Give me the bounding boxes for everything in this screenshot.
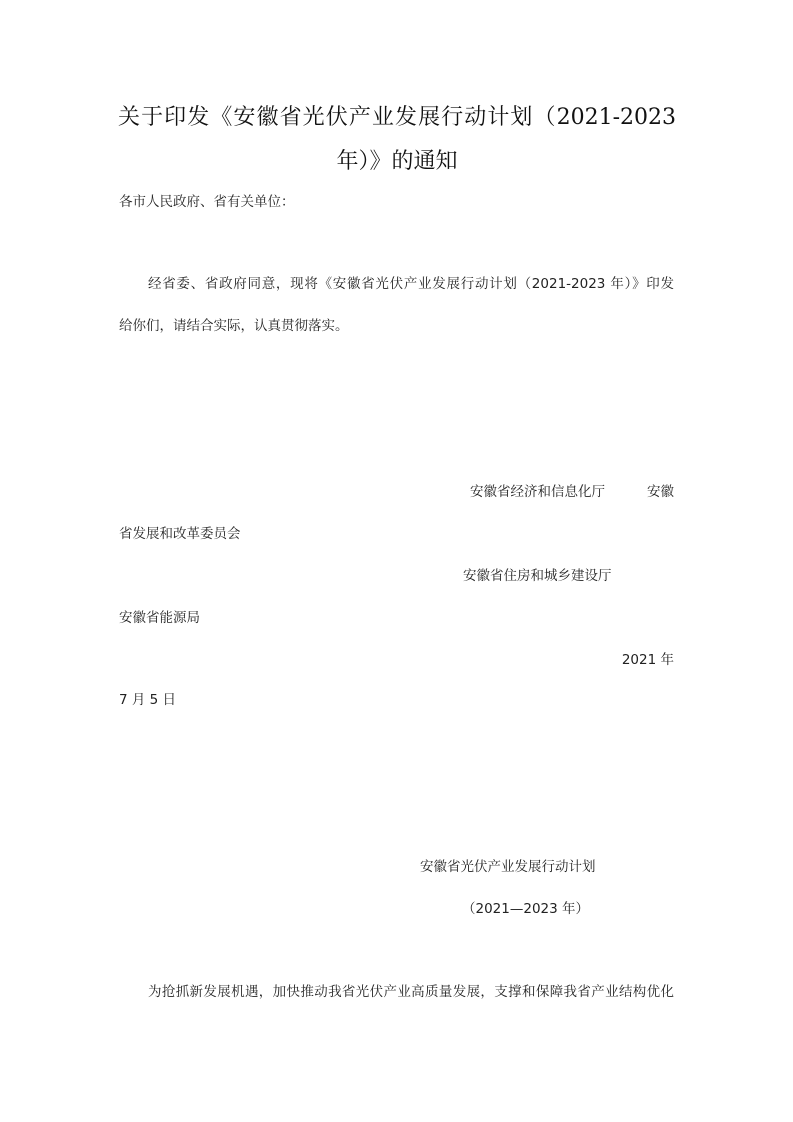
body-paragraph-line1: 经省委、省政府同意，现将《安徽省光伏产业发展行动计划（2021-2023 年）》印发 <box>148 276 674 292</box>
issuer-economy-dept: 安徽省经济和信息化厅 <box>470 484 605 500</box>
issuer-housing-dept: 安徽省住房和城乡建设厅 <box>463 568 612 584</box>
body-paragraph-line2: 给你们，请结合实际，认真贯彻落实。 <box>119 318 349 334</box>
date-year: 2021 年 <box>621 652 674 668</box>
document-title-line2: 年）》的通知 <box>336 149 458 174</box>
issuer-energy-bureau: 安徽省能源局 <box>119 610 200 626</box>
attachment-intro-line: 为抢抓新发展机遇，加快推动我省光伏产业高质量发展，支撑和保障我省产业结构优化 <box>148 984 674 1000</box>
date-month-day: 7 月 5 日 <box>119 692 177 708</box>
document-title-line1: 关于印发《安徽省光伏产业发展行动计划（2021-2023 <box>118 105 676 130</box>
attachment-period: （2021—2023 年） <box>462 901 590 917</box>
attachment-heading: 安徽省光伏产业发展行动计划 <box>420 859 596 875</box>
issuer-wrap-fragment: 安徽 <box>647 484 674 500</box>
salutation: 各市人民政府、省有关单位： <box>119 194 295 210</box>
issuer-development-commission: 省发展和改革委员会 <box>119 526 241 542</box>
